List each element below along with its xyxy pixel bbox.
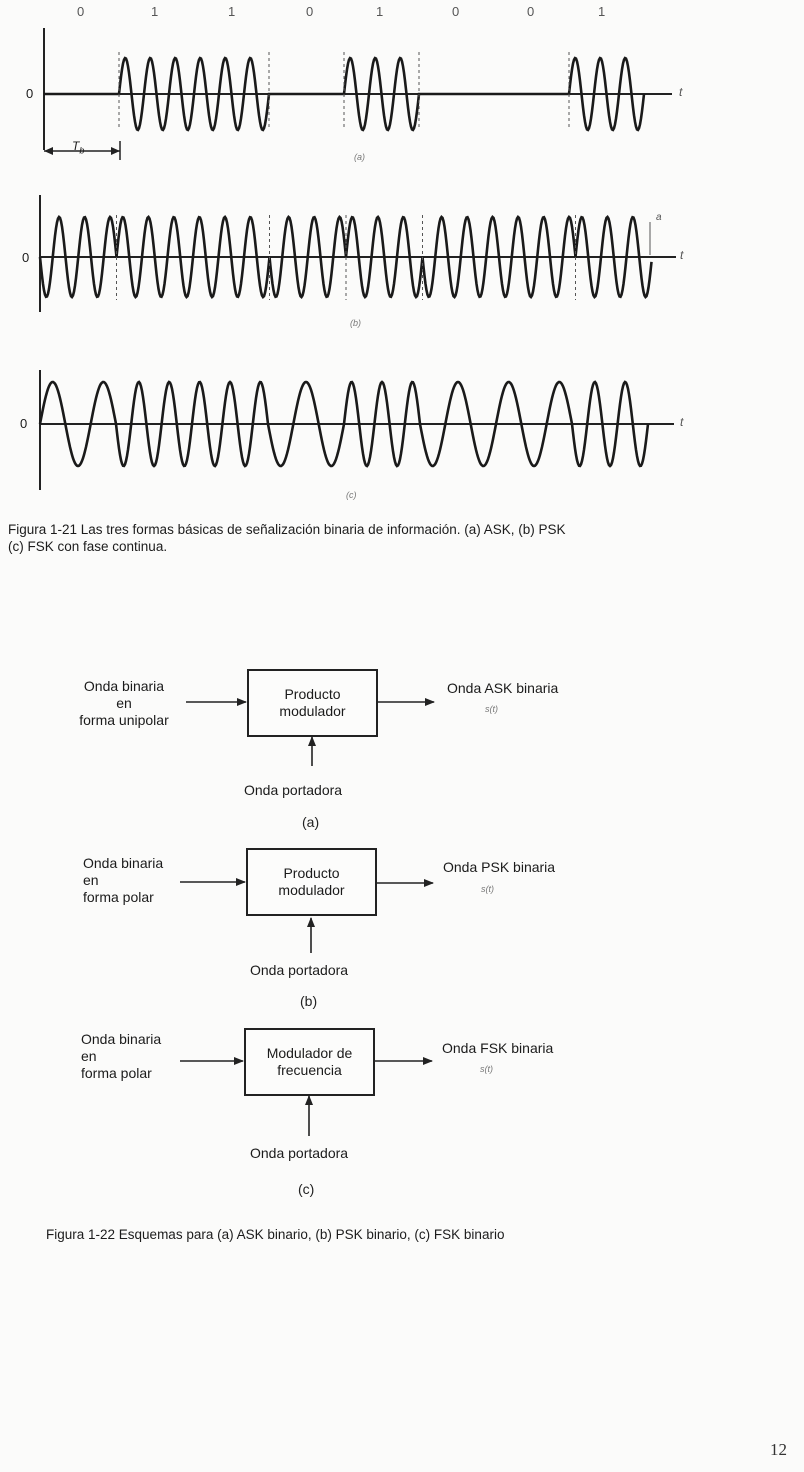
page-number: 12 bbox=[770, 1440, 787, 1459]
frequency-modulator-block: Modulador de frecuencia bbox=[244, 1028, 375, 1096]
psk-output-label: Onda PSK binaria bbox=[443, 859, 556, 875]
subfigure-label-a: (a) bbox=[302, 814, 320, 830]
figure-121-caption: Figura 1-21 Las tres formas básicas de señalización binaria de información. (a) ASK, (b) PSK (c) FSK con fase continua. bbox=[8, 522, 566, 554]
tb-label: $T_b$ bbox=[72, 139, 85, 156]
time-axis-label: t bbox=[680, 415, 684, 429]
figure-122-caption: Figura 1-22 Esquemas para (a) ASK binario, (b) PSK binario, (c) FSK binario bbox=[46, 1227, 505, 1242]
psk-input-label: Onda binaria en forma polar bbox=[83, 855, 164, 905]
zero-label: 0 bbox=[26, 86, 34, 101]
bit-label: 0 bbox=[77, 4, 85, 19]
bit-label: 1 bbox=[376, 4, 384, 19]
ask-product-modulator-block: Producto modulador bbox=[247, 669, 378, 737]
zero-label: 0 bbox=[20, 416, 28, 431]
bit-label: 0 bbox=[527, 4, 535, 19]
fsk-input-label: Onda binaria en forma polar bbox=[81, 1031, 162, 1081]
bit-label: 0 bbox=[306, 4, 314, 19]
subfigure-label-c: (c) bbox=[298, 1181, 315, 1197]
bit-label: 1 bbox=[228, 4, 236, 19]
bit-label: 0 bbox=[452, 4, 460, 19]
panel-label-a: (a) bbox=[354, 152, 365, 162]
ask-bit-boundaries bbox=[119, 52, 569, 130]
fsk-carrier-label: Onda portadora bbox=[250, 1145, 349, 1161]
time-axis-label: t bbox=[679, 85, 683, 99]
zero-label: 0 bbox=[22, 250, 30, 265]
ask-output-signal: s(t) bbox=[485, 704, 498, 714]
bit-label: 1 bbox=[598, 4, 606, 19]
panel-label-c: (c) bbox=[346, 490, 357, 500]
bit-label: 1 bbox=[151, 4, 159, 19]
ask-waveform-panel bbox=[44, 28, 672, 160]
ask-input-label: Onda binaria en forma unipolar bbox=[79, 678, 169, 728]
waveform-figure bbox=[0, 0, 804, 520]
fsk-waveform-panel bbox=[40, 370, 674, 490]
panel-label-b: (b) bbox=[350, 318, 361, 328]
fsk-output-label: Onda FSK binaria bbox=[442, 1040, 554, 1056]
ask-carrier-label: Onda portadora bbox=[244, 782, 343, 798]
psk-output-signal: s(t) bbox=[481, 884, 494, 894]
amplitude-label: a bbox=[656, 212, 662, 223]
psk-carrier-label: Onda portadora bbox=[250, 962, 349, 978]
fsk-output-signal: s(t) bbox=[480, 1064, 493, 1074]
subfigure-label-b: (b) bbox=[300, 993, 318, 1009]
psk-waveform-panel bbox=[40, 195, 676, 312]
psk-product-modulator-block: Producto modulador bbox=[246, 848, 377, 916]
ask-output-label: Onda ASK binaria bbox=[447, 680, 559, 696]
time-axis-label: t bbox=[680, 248, 684, 262]
